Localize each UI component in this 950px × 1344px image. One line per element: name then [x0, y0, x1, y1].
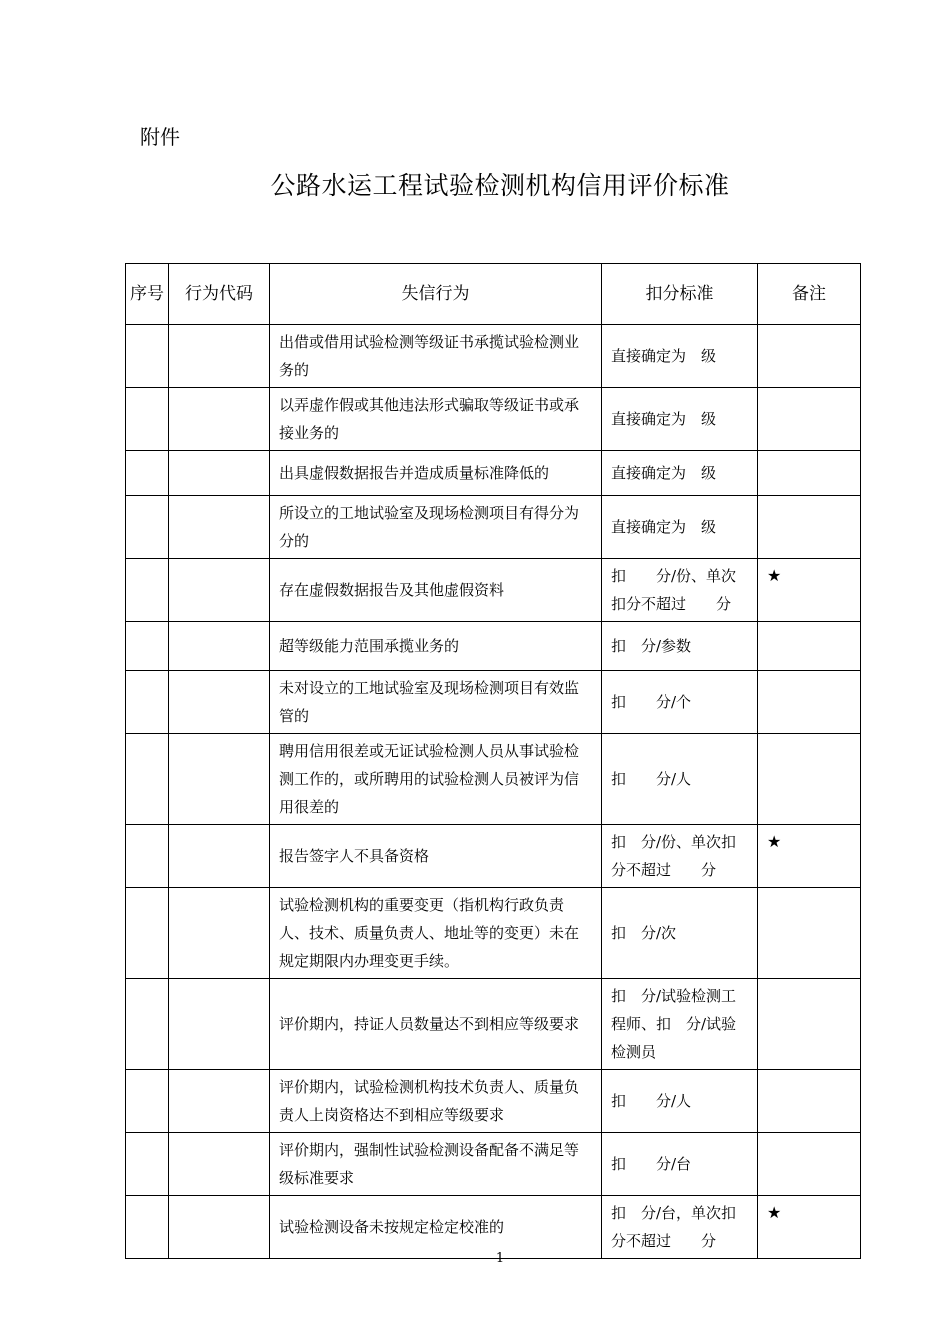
header-deduction: 扣分标准 [602, 264, 758, 325]
header-note: 备注 [758, 264, 861, 325]
cell-code [169, 1133, 270, 1196]
cell-deduction: 扣 分/参数 [602, 622, 758, 671]
cell-seq [126, 451, 169, 496]
table-row [126, 1070, 861, 1133]
table-row [126, 325, 861, 388]
cell-code [169, 559, 270, 622]
cell-behavior: 报告签字人不具备资格 [270, 825, 602, 888]
cell-deduction: 扣 分/试验检测工程师、扣 分/试验检测员 [602, 979, 758, 1070]
cell-code [169, 888, 270, 979]
cell-behavior: 评价期内，持证人员数量达不到相应等级要求 [270, 979, 602, 1070]
cell-seq [126, 888, 169, 979]
table-row [126, 496, 861, 559]
cell-note [758, 496, 861, 559]
cell-seq [126, 388, 169, 451]
table-row [126, 1133, 861, 1196]
cell-code [169, 671, 270, 734]
cell-seq [126, 1133, 169, 1196]
cell-code [169, 734, 270, 825]
table-row [126, 388, 861, 451]
cell-behavior: 存在虚假数据报告及其他虚假资料 [270, 559, 602, 622]
table-header-row [126, 264, 861, 325]
cell-seq [126, 734, 169, 825]
cell-seq [126, 325, 169, 388]
cell-behavior: 以弄虚作假或其他违法形式骗取等级证书或承接业务的 [270, 388, 602, 451]
cell-note [758, 671, 861, 734]
attachment-label: 附件 [140, 125, 180, 149]
header-code: 行为代码 [169, 264, 270, 325]
header-seq: 序号 [126, 264, 169, 325]
cell-note [758, 451, 861, 496]
cell-note [758, 888, 861, 979]
cell-behavior: 超等级能力范围承揽业务的 [270, 622, 602, 671]
cell-deduction: 直接确定为 级 [602, 388, 758, 451]
table-row [126, 979, 861, 1070]
table-row [126, 734, 861, 825]
star-icon: ★ [767, 832, 782, 851]
cell-behavior: 出具虚假数据报告并造成质量标准降低的 [270, 451, 602, 496]
cell-deduction: 直接确定为 级 [602, 451, 758, 496]
cell-deduction: 扣 分/个 [602, 671, 758, 734]
cell-deduction: 扣 分/人 [602, 1070, 758, 1133]
cell-behavior: 试验检测设备未按规定检定校准的 [270, 1196, 602, 1259]
table-row [126, 825, 861, 888]
cell-seq [126, 825, 169, 888]
cell-code [169, 388, 270, 451]
cell-seq [126, 979, 169, 1070]
cell-behavior: 出借或借用试验检测等级证书承揽试验检测业务的 [270, 325, 602, 388]
cell-code [169, 1070, 270, 1133]
cell-deduction: 扣 分/次 [602, 888, 758, 979]
cell-code [169, 325, 270, 388]
cell-seq [126, 622, 169, 671]
cell-code [169, 496, 270, 559]
cell-note [758, 388, 861, 451]
cell-note [758, 734, 861, 825]
star-icon: ★ [767, 1203, 782, 1222]
table-row [126, 622, 861, 671]
cell-deduction: 扣 分/台 [602, 1133, 758, 1196]
cell-seq [126, 671, 169, 734]
cell-deduction: 直接确定为 级 [602, 325, 758, 388]
cell-note [758, 1196, 861, 1259]
table-row [126, 451, 861, 496]
cell-behavior: 试验检测机构的重要变更（指机构行政负责人、技术、质量负责人、地址等的变更）未在规定期限内办理变更手续。 [270, 888, 602, 979]
cell-note [758, 1070, 861, 1133]
cell-seq [126, 559, 169, 622]
cell-deduction: 扣 分/份、单次扣分不超过 分 [602, 559, 758, 622]
document-title: 公路水运工程试验检测机构信用评价标准 [270, 171, 730, 200]
cell-behavior: 未对设立的工地试验室及现场检测项目有效监管的 [270, 671, 602, 734]
cell-note [758, 325, 861, 388]
cell-seq [126, 1070, 169, 1133]
cell-deduction: 扣 分/人 [602, 734, 758, 825]
header-behavior: 失信行为 [270, 264, 602, 325]
cell-note [758, 825, 861, 888]
table-row [126, 671, 861, 734]
table-row [126, 888, 861, 979]
cell-code [169, 1196, 270, 1259]
cell-behavior: 所设立的工地试验室及现场检测项目有得分为 分的 [270, 496, 602, 559]
cell-seq [126, 1196, 169, 1259]
cell-seq [126, 496, 169, 559]
cell-note [758, 622, 861, 671]
cell-deduction: 扣 分/台，单次扣分不超过 分 [602, 1196, 758, 1259]
cell-behavior: 评价期内，强制性试验检测设备配备不满足等级标准要求 [270, 1133, 602, 1196]
cell-code [169, 622, 270, 671]
cell-note [758, 979, 861, 1070]
cell-behavior: 聘用信用很差或无证试验检测人员从事试验检测工作的，或所聘用的试验检测人员被评为信用很差的 [270, 734, 602, 825]
cell-code [169, 451, 270, 496]
page-number: 1 [495, 1251, 505, 1266]
cell-deduction: 直接确定为 级 [602, 496, 758, 559]
table-row [126, 559, 861, 622]
table-row [126, 1196, 861, 1259]
cell-code [169, 825, 270, 888]
cell-code [169, 979, 270, 1070]
cell-deduction: 扣 分/份、单次扣分不超过 分 [602, 825, 758, 888]
star-icon: ★ [767, 566, 782, 585]
cell-note [758, 1133, 861, 1196]
cell-note [758, 559, 861, 622]
credit-evaluation-table [125, 263, 861, 1259]
cell-behavior: 评价期内，试验检测机构技术负责人、质量负责人上岗资格达不到相应等级要求 [270, 1070, 602, 1133]
